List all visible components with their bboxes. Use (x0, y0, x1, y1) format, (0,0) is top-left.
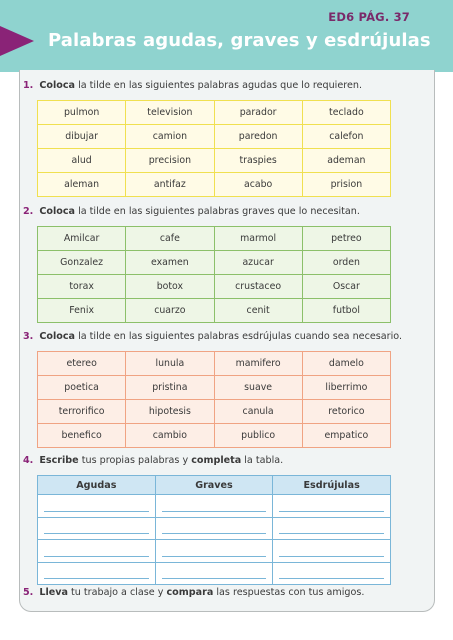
table-row (38, 299, 391, 323)
table-row (38, 149, 391, 173)
verb: completa (191, 455, 242, 466)
word-cell[interactable]: acabo (214, 173, 302, 197)
table-row (38, 125, 391, 149)
writing-line (162, 578, 267, 579)
word-cell[interactable]: precision (126, 149, 214, 173)
column-header-esdrujulas: Esdrújulas (273, 476, 391, 495)
word-cell[interactable]: calefon (302, 125, 390, 149)
word-cell[interactable]: marmol (214, 227, 302, 251)
word-cell[interactable]: cambio (126, 424, 214, 448)
word-cell[interactable]: aleman (38, 173, 126, 197)
writing-line (279, 511, 384, 512)
word-cell[interactable]: orden (302, 251, 390, 275)
word-cell[interactable]: pulmon (38, 101, 126, 125)
table-row (38, 275, 391, 299)
instruction-3 (23, 331, 402, 342)
word-cell[interactable]: traspies (214, 149, 302, 173)
answer-table (37, 475, 391, 585)
item-number: 1. (23, 80, 34, 91)
answer-cell[interactable] (273, 540, 391, 563)
answer-cell[interactable] (155, 562, 273, 585)
table-row (38, 101, 391, 125)
word-cell[interactable]: crustaceo (214, 275, 302, 299)
table-row (38, 173, 391, 197)
answer-cell[interactable] (155, 540, 273, 563)
word-cell[interactable]: ademan (302, 149, 390, 173)
word-cell[interactable]: poetica (38, 376, 126, 400)
word-cell[interactable]: antifaz (126, 173, 214, 197)
instruction-2 (23, 206, 360, 217)
answer-row (38, 517, 391, 540)
word-cell[interactable]: retorico (302, 400, 390, 424)
word-cell[interactable]: television (126, 101, 214, 125)
writing-line (162, 556, 267, 557)
word-cell[interactable]: alud (38, 149, 126, 173)
verb: Coloca (39, 80, 76, 91)
item-number: 3. (23, 331, 34, 342)
instruction-text: tus propias palabras y (78, 455, 192, 466)
word-cell[interactable]: benefico (38, 424, 126, 448)
answer-cell[interactable] (155, 495, 273, 518)
writing-line (44, 556, 149, 557)
table-row (38, 227, 391, 251)
word-cell[interactable]: empatico (302, 424, 390, 448)
word-cell[interactable]: torax (38, 275, 126, 299)
word-cell[interactable]: etereo (38, 352, 126, 376)
word-cell[interactable]: Oscar (302, 275, 390, 299)
writing-line (44, 511, 149, 512)
answer-cell[interactable] (38, 562, 156, 585)
answer-cell[interactable] (273, 562, 391, 585)
answer-row (38, 540, 391, 563)
item-number: 4. (23, 455, 34, 466)
answer-row (38, 495, 391, 518)
writing-line (44, 533, 149, 534)
header-flag-icon (0, 26, 34, 56)
word-cell[interactable]: dibujar (38, 125, 126, 149)
word-cell[interactable]: camion (126, 125, 214, 149)
word-cell[interactable]: damelo (302, 352, 390, 376)
instruction-text: la tabla. (241, 455, 284, 466)
column-header-graves: Graves (155, 476, 273, 495)
word-cell[interactable]: Fenix (38, 299, 126, 323)
writing-line (162, 533, 267, 534)
answer-cell[interactable] (155, 517, 273, 540)
agudas-table (37, 100, 391, 197)
instruction-text: la tilde en las siguientes palabras graves que lo necesitan. (75, 206, 360, 217)
word-cell[interactable]: cenit (214, 299, 302, 323)
instruction-4 (23, 455, 283, 466)
instruction-text: la tilde en las siguientes palabras esdrújulas cuando sea necesario. (75, 331, 402, 342)
answer-cell[interactable] (38, 540, 156, 563)
answer-cell[interactable] (273, 517, 391, 540)
instruction-1 (23, 80, 362, 91)
writing-line (279, 533, 384, 534)
verb: Coloca (39, 206, 76, 217)
table-row (38, 424, 391, 448)
word-cell[interactable]: prision (302, 173, 390, 197)
item-number: 5. (23, 587, 34, 598)
graves-table (37, 226, 391, 323)
word-cell[interactable]: examen (126, 251, 214, 275)
verb: Coloca (39, 331, 76, 342)
table-row (38, 352, 391, 376)
verb: compara (166, 587, 214, 598)
esdrujulas-table (37, 351, 391, 448)
word-cell[interactable]: cafe (126, 227, 214, 251)
word-cell[interactable]: paredon (214, 125, 302, 149)
word-cell[interactable]: hipotesis (126, 400, 214, 424)
table-row (38, 376, 391, 400)
verb: Lleva (39, 587, 68, 598)
word-cell[interactable]: terrorifico (38, 400, 126, 424)
writing-line (279, 556, 384, 557)
answer-cell[interactable] (273, 495, 391, 518)
answer-cell[interactable] (38, 495, 156, 518)
word-cell[interactable]: futbol (302, 299, 390, 323)
verb: Escribe (39, 455, 79, 466)
item-number: 2. (23, 206, 34, 217)
table-row (38, 251, 391, 275)
answer-cell[interactable] (38, 517, 156, 540)
word-cell[interactable]: publico (214, 424, 302, 448)
page-reference: ED6 PÁG. 37 (328, 10, 410, 24)
column-header-agudas: Agudas (38, 476, 156, 495)
word-cell[interactable]: parador (214, 101, 302, 125)
word-cell[interactable]: Gonzalez (38, 251, 126, 275)
answer-row (38, 562, 391, 585)
word-cell[interactable]: teclado (302, 101, 390, 125)
writing-line (279, 578, 384, 579)
word-cell[interactable]: lunula (126, 352, 214, 376)
word-cell[interactable]: liberrimo (302, 376, 390, 400)
word-cell[interactable]: canula (214, 400, 302, 424)
instruction-text: la tilde en las siguientes palabras agudas que lo requieren. (75, 80, 362, 91)
instruction-5 (23, 587, 364, 598)
writing-line (162, 511, 267, 512)
word-cell[interactable]: botox (126, 275, 214, 299)
page-title: Palabras agudas, graves y esdrújulas (48, 30, 431, 51)
word-cell[interactable]: azucar (214, 251, 302, 275)
instruction-text: tu trabajo a clase y (67, 587, 167, 598)
word-cell[interactable]: suave (214, 376, 302, 400)
instruction-text: las respuestas con tus amigos. (213, 587, 365, 598)
word-cell[interactable]: mamifero (214, 352, 302, 376)
word-cell[interactable]: pristina (126, 376, 214, 400)
table-row (38, 400, 391, 424)
word-cell[interactable]: cuarzo (126, 299, 214, 323)
word-cell[interactable]: petreo (302, 227, 390, 251)
word-cell[interactable]: Amilcar (38, 227, 126, 251)
writing-line (44, 578, 149, 579)
